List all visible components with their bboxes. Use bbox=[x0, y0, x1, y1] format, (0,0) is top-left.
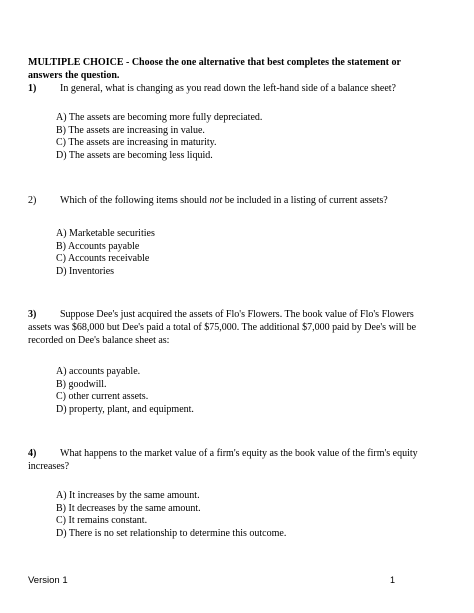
option-a: A) It increases by the same amount. bbox=[56, 490, 200, 501]
question-number: 4) bbox=[28, 448, 37, 459]
question-2-options bbox=[56, 228, 155, 278]
header-line-1: MULTIPLE CHOICE - Choose the one alternative that best completes the statement or bbox=[28, 57, 401, 68]
option-b: B) It decreases by the same amount. bbox=[56, 502, 201, 514]
question-stem-line-2: assets was $68,000 but Dee's paid a total of $75,000. The additional $7,000 paid by Dee's will be bbox=[28, 322, 417, 333]
question-number: 2) bbox=[28, 195, 37, 206]
question-stem-line-1: What happens to the market value of a firm's equity as the book value of the firm's equity bbox=[60, 448, 418, 459]
option-d: D) The assets are becoming less liquid. bbox=[56, 149, 213, 161]
question-3 bbox=[28, 308, 448, 347]
question-stem-line-1: Suppose Dee's just acquired the assets of Flo's Flowers. The book value of Flo's Flowers bbox=[60, 309, 414, 320]
option-c: C) other current assets. bbox=[56, 391, 149, 402]
question-number: 3) bbox=[28, 309, 37, 320]
question-2 bbox=[28, 194, 448, 207]
emphasis-not: not bbox=[209, 195, 223, 206]
option-d: D) property, plant, and equipment. bbox=[56, 403, 194, 415]
option-c: C) Accounts receivable bbox=[56, 253, 150, 264]
option-b: B) goodwill. bbox=[56, 378, 107, 390]
option-d: D) Inventories bbox=[56, 265, 115, 277]
option-a: A) Marketable securities bbox=[56, 228, 155, 239]
question-1 bbox=[28, 82, 448, 95]
option-c: C) It remains constant. bbox=[56, 515, 148, 526]
option-b: B) Accounts payable bbox=[56, 240, 140, 252]
option-d: D) There is no set relationship to determine this outcome. bbox=[56, 527, 287, 539]
footer-page-number: 1 bbox=[390, 575, 396, 585]
question-3-options bbox=[56, 366, 194, 416]
question-stem-line-3: recorded on Dee's balance sheet as: bbox=[28, 335, 170, 346]
question-1-options bbox=[56, 112, 262, 162]
option-a: A) The assets are becoming more fully depreciated. bbox=[56, 112, 263, 123]
question-stem: Which of the following items should not be included in a listing of current assets? bbox=[60, 195, 388, 206]
question-number: 1) bbox=[28, 83, 37, 94]
footer-version: Version 1 bbox=[28, 575, 68, 586]
section-header bbox=[28, 56, 448, 82]
option-c: C) The assets are increasing in maturity. bbox=[56, 137, 217, 148]
header-line-2: answers the question. bbox=[28, 70, 120, 81]
option-a: A) accounts payable. bbox=[56, 366, 141, 377]
question-4 bbox=[28, 447, 448, 473]
question-stem: In general, what is changing as you read down the left-hand side of a balance sheet? bbox=[60, 83, 396, 94]
question-stem-line-2: increases? bbox=[28, 461, 70, 472]
question-4-options bbox=[56, 490, 286, 540]
option-b: B) The assets are increasing in value. bbox=[56, 124, 205, 136]
